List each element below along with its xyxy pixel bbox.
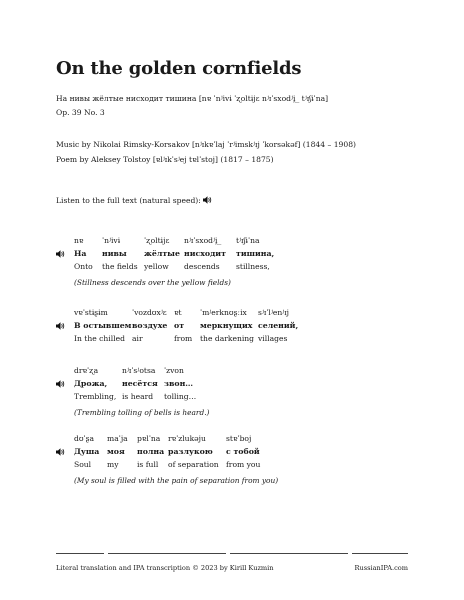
russian-row <box>56 447 416 460</box>
english-word: Onto <box>74 262 93 271</box>
footer-divider <box>56 553 104 554</box>
russian-word: полна <box>137 447 165 456</box>
ipa-word: ɐt <box>174 308 182 317</box>
ipa-word: ˈvozdʊxʲɛ <box>132 308 167 317</box>
footer-site-link[interactable]: RussianIPA.com <box>354 564 408 572</box>
footer-copyright: Literal translation and IPA transcription © 2023 by Kirill Kuzmin <box>56 564 274 572</box>
stanza-4 <box>56 434 416 485</box>
subtitle-line: На нивы жёлтые нисходит тишина [nɐ ˈnʲivɨ ˈʐoltɨjɛ nʲɪˈsxodʲi̯_ tʲɪʃɨˈna] <box>56 94 329 103</box>
russian-word: с тобой <box>226 447 260 456</box>
ipa-row <box>56 236 416 249</box>
ipa-word: ˈzvon <box>164 366 184 375</box>
ipa-word: nʲɪˈsʲotsa <box>122 366 156 375</box>
english-word: is full <box>137 460 159 469</box>
stanza-translation: (My soul is filled with the pain of separation from you) <box>74 476 279 485</box>
russian-row <box>56 379 416 392</box>
english-word: my <box>107 460 119 469</box>
russian-word: нисходит <box>184 249 226 258</box>
english-row <box>56 392 416 405</box>
russian-word: несётся <box>122 379 158 388</box>
ipa-word: sʲɪˈlʲenʲɪj <box>258 308 290 317</box>
stanza-1 <box>56 236 416 287</box>
listen-full-text <box>56 196 212 205</box>
english-word: is heard <box>122 392 154 401</box>
ipa-word: drɐˈʐa <box>74 366 99 375</box>
english-word: villages <box>258 334 288 343</box>
russian-word: воздухе <box>132 321 168 330</box>
ipa-word: dʊˈʂa <box>74 434 95 443</box>
ipa-word: vɐˈstɨʂɨm <box>74 308 108 317</box>
english-word: of separation <box>168 460 219 469</box>
russian-row <box>56 249 416 262</box>
ipa-word: maˈja <box>107 434 128 443</box>
russian-word: звон… <box>164 379 194 388</box>
english-row <box>56 460 416 473</box>
english-word: tolling… <box>164 392 197 401</box>
stanza-2 <box>56 308 416 347</box>
speaker-icon[interactable] <box>203 196 212 204</box>
english-word: the darkening <box>200 334 255 343</box>
stanza-3 <box>56 366 416 417</box>
russian-row <box>56 321 416 334</box>
stanza-translation: (Trembling tolling of bells is heard.) <box>74 408 210 417</box>
listen-label: Listen to the full text (natural speed): <box>56 196 201 205</box>
english-word: In the chilled <box>74 334 125 343</box>
footer-divider <box>108 553 226 554</box>
english-word: Trembling, <box>74 392 117 401</box>
english-word: descends <box>184 262 220 271</box>
english-word: from <box>174 334 193 343</box>
speaker-icon[interactable] <box>56 322 65 330</box>
english-word: yellow <box>144 262 169 271</box>
english-word: the fields <box>102 262 138 271</box>
page-title: On the golden cornfields <box>56 58 302 79</box>
russian-word: Душа <box>74 447 100 456</box>
russian-word: меркнущих <box>200 321 253 330</box>
ipa-word: stɐˈboj <box>226 434 252 443</box>
speaker-icon[interactable] <box>56 448 65 456</box>
ipa-word: rɐˈzlukəju <box>168 434 206 443</box>
ipa-word: nɐ <box>74 236 84 245</box>
opus-number: Op. 39 No. 3 <box>56 108 105 117</box>
english-row <box>56 262 416 275</box>
english-row <box>56 334 416 347</box>
ipa-word: ˈnʲivɨ <box>102 236 121 245</box>
english-word: air <box>132 334 143 343</box>
ipa-row <box>56 434 416 447</box>
ipa-row <box>56 366 416 379</box>
footer-divider <box>352 553 408 554</box>
russian-word: В остывшем <box>74 321 132 330</box>
russian-word: селений, <box>258 321 299 330</box>
russian-word: Дрожа, <box>74 379 108 388</box>
english-word: Soul <box>74 460 92 469</box>
russian-word: нивы <box>102 249 127 258</box>
russian-word: жёлтые <box>144 249 180 258</box>
music-credit: Music by Nikolai Rimsky-Korsakov [nʲɪkɐˈlaj ˈrʲimskʲɪj ˈkorsəkəf] (1844 – 1908) <box>56 140 356 149</box>
russian-word: тишина, <box>236 249 275 258</box>
poem-credit: Poem by Aleksey Tolstoy [ɐlʲɪkˈsʲej tɐlˈstoj] (1817 – 1875) <box>56 155 274 164</box>
stanza-translation: (Stillness descends over the yellow fields) <box>74 278 231 287</box>
english-word: from you <box>226 460 261 469</box>
ipa-word: ˈmʲerknʊʂːix <box>200 308 247 317</box>
english-word: stillness, <box>236 262 270 271</box>
russian-word: На <box>74 249 87 258</box>
speaker-icon[interactable] <box>56 250 65 258</box>
ipa-word: ˈʐoltɨjɛ <box>144 236 170 245</box>
ipa-word: nʲɪˈsxodʲi̯_ <box>184 236 222 245</box>
ipa-word: tʲɪʃɨˈna <box>236 236 260 245</box>
russian-word: моя <box>107 447 125 456</box>
russian-word: от <box>174 321 185 330</box>
russian-word: разлукою <box>168 447 213 456</box>
ipa-word: pɐlˈna <box>137 434 161 443</box>
speaker-icon[interactable] <box>56 380 65 388</box>
footer-divider <box>230 553 348 554</box>
ipa-row <box>56 308 416 321</box>
